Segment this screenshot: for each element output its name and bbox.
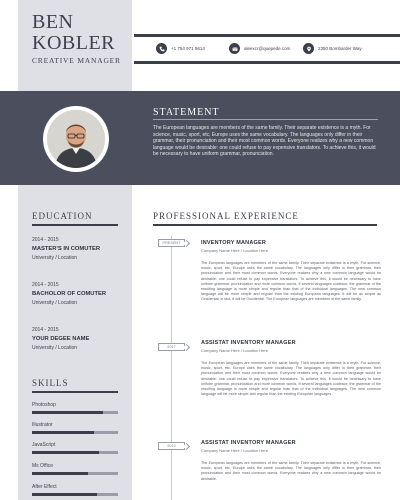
skill-item [32,463,118,475]
education-item [32,327,128,351]
job-period-tag: 2012 [158,442,185,450]
skill-label: After Effect [32,484,57,490]
skill-bar-fill [32,472,88,475]
contact-email [229,43,290,54]
last-name: KOBLER [32,32,115,54]
skill-bar-fill [32,411,103,414]
job-company: Company Name Here / Location Here [201,348,268,353]
skill-item [32,402,118,414]
education-years: 2014 - 2015 [32,327,59,333]
statement-divider [153,119,378,120]
first-name: BEN [32,11,74,33]
statement-title: STATEMENT [153,107,220,118]
job-company: Company Name Here / Location Here [201,448,268,453]
phone-text: +1 754 971 5614 [171,46,205,51]
skill-bar-fill [32,431,94,434]
skill-item [32,442,118,454]
skill-bar [32,431,118,434]
name-heading [32,12,115,54]
job-description: The European languages are members of the same family. Their separate existence is a myth. For science, music, sport, etc, Europe uses the same vocabulary. The languages only differ in their grammar, their pronunciation and their most common words. Everyone realizes why a new common language would be desirable. [201,461,381,481]
skill-item [32,484,118,496]
education-divider [32,224,118,226]
job-description: The European languages are members of the same family. Their separate existence is a myth. For science, music, sport, etc, Europe uses the same vocabulary. The languages only differ in their grammar, their pronunciation and their most common words. Everyone realizes why a new common language would be desirable: one could refuse to pay expensive translators. To achieve this, it would be necessary to have uniform grammar, pronunciation and more common words. If several languages coalesce, the grammar of the resulting language is more simple and regular than that of the individual languages. The new common language will be more simple and regular than the existing European languages. [201,361,381,397]
education-years: 2014 - 2015 [32,282,59,288]
job-description: The European languages are members of the same family. Their separate existence is a myth. For science, music, sport, etc, Europe uses the same vocabulary. The languages only differ in their grammar, their pronunciation and their most common words. Everyone realizes why a new common language would be desirable: one could refuse to pay expensive translators. To achieve this, it would be necessary to have uniform grammar, pronunciation and more common words. If several languages coalesce, the grammar of the resulting language is more simple and regular than that of the individual languages. The new common language will be more simple and regular than the existing European languages. It will be as simple as Occidental; in fact, it will be Occidental. The European languages are members of the same family. [201,261,381,302]
email-icon [229,43,240,54]
contact-address [303,43,362,54]
experience-divider [153,224,377,226]
address-text: 2350 Bombarder Way [318,46,362,51]
education-title: EDUCATION [32,211,93,221]
timeline-line [171,236,172,500]
skills-title: SKILLS [32,378,69,388]
education-degree: MASTER'S IN COMUTER [32,246,101,252]
education-degree: YOUR DEGEE NAME [32,336,90,342]
education-location: University / Location [32,255,78,261]
profile-photo [47,110,105,168]
skill-bar-fill [32,451,99,454]
profile-photo-frame [43,106,109,172]
job-title: ASSISTAT INVENTORY MANAGER [201,440,296,446]
location-pin-icon [303,43,314,54]
education-item [32,282,128,306]
job-title: INVENTORY MANAGER [201,240,267,246]
phone-icon [156,43,167,54]
job-company: Company Name Here / Location Here [201,248,268,253]
education-degree: BACHOLOR OF COMUTER [32,291,107,297]
education-location: University / Location [32,300,78,306]
education-location: University / Location [32,345,78,351]
experience-title: PROFESSIONAL EXPERIENCE [153,211,299,221]
skill-bar [32,451,118,454]
skill-bar-fill [32,493,97,496]
skill-bar [32,472,118,475]
contact-phone [156,43,205,54]
skill-label: Illustrator [32,422,53,428]
skill-label: Ms Office [32,463,54,469]
skill-label: JavaScript [32,442,56,448]
skill-item [32,422,118,434]
job-period-tag: 2017 [158,343,185,351]
email-text: aleexcr@quepede.com [244,46,291,51]
job-period-tag: PRESENT [158,239,185,247]
skill-bar [32,493,118,496]
skill-label: Photoshop [32,402,56,408]
statement-text: The European languages are members of the same family. Their separate existence is a myth. For science, music, sport, etc, Europe uses the same vocabulary. The languages only differ in their grammar, their pronunciation and their most common words. Everyone realizes why a new common language would be desirable: one could refuse to pay expensive translators. To achieve this, it would be necessary to have uniform grammar, pronunciation. [153,125,376,157]
education-item [32,237,128,261]
job-title: ASSISTAT INVENTORY MANAGER [201,340,296,346]
education-years: 2014 - 2015 [32,237,59,243]
skill-bar [32,411,118,414]
skills-divider [32,391,118,393]
job-role: CREATIVE MANAGER [32,56,121,65]
